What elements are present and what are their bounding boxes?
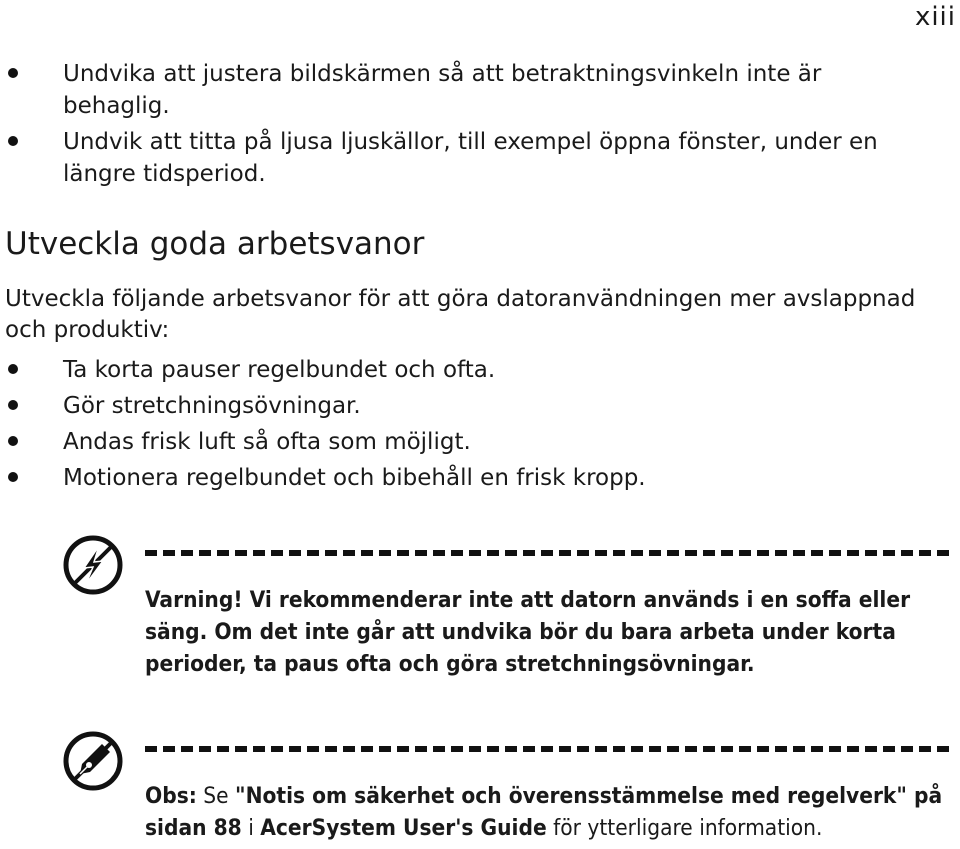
list-item <box>0 126 933 190</box>
note-guide: AcerSystem User's Guide <box>260 815 547 841</box>
section-heading: Utveckla goda arbetsvanor <box>5 226 425 262</box>
list-item-text: Undvik att titta på ljusa ljuskällor, till exempel öppna fönster, under en längre tidsperiod. <box>63 129 878 187</box>
bullet-icon <box>8 472 18 482</box>
bullet-icon <box>8 364 18 374</box>
list-item <box>0 390 933 422</box>
work-habits-list <box>0 354 933 498</box>
note-reference: "Notis om säkerhet och överensstämmelse med regelverk" på sidan 88 <box>145 783 943 841</box>
pen-note-icon <box>62 730 124 792</box>
dashed-divider <box>145 550 955 556</box>
page-number: xiii <box>914 2 956 32</box>
list-item <box>0 462 933 494</box>
list-item-text: Ta korta pauser regelbundet och ofta. <box>63 357 496 383</box>
list-item-text: Andas frisk luft så ofta som möjligt. <box>63 429 471 455</box>
note-post: för ytterligare information. <box>546 815 823 841</box>
bullet-icon <box>8 436 18 446</box>
list-item <box>0 354 933 386</box>
bullet-icon <box>8 136 18 146</box>
list-item <box>0 58 933 122</box>
note-mid: i <box>241 815 261 841</box>
bullet-icon <box>8 68 18 78</box>
warning-text: Varning! Vi rekommenderar inte att datorn används i en soffa eller säng. Om det inte går att undvika bör du bara arbeta under korta perioder, ta paus ofta och göra stretchningsövningar. <box>145 587 911 677</box>
section-intro: Utveckla följande arbetsvanor för att göra datoranvändningen mer avslappnad och produktiv: <box>5 286 916 343</box>
viewing-tips-list <box>0 58 933 194</box>
list-item <box>0 426 933 458</box>
note-pre: Se <box>196 783 236 809</box>
dashed-divider <box>145 746 955 752</box>
note-text <box>145 780 945 844</box>
list-item-text: Undvika att justera bildskärmen så att betraktningsvinkeln inte är behaglig. <box>63 61 822 119</box>
list-item-text: Motionera regelbundet och bibehåll en frisk kropp. <box>63 465 646 491</box>
list-item-text: Gör stretchningsövningar. <box>63 393 361 419</box>
lightning-warning-icon <box>62 534 124 596</box>
bullet-icon <box>8 400 18 410</box>
note-label: Obs: <box>145 783 197 809</box>
